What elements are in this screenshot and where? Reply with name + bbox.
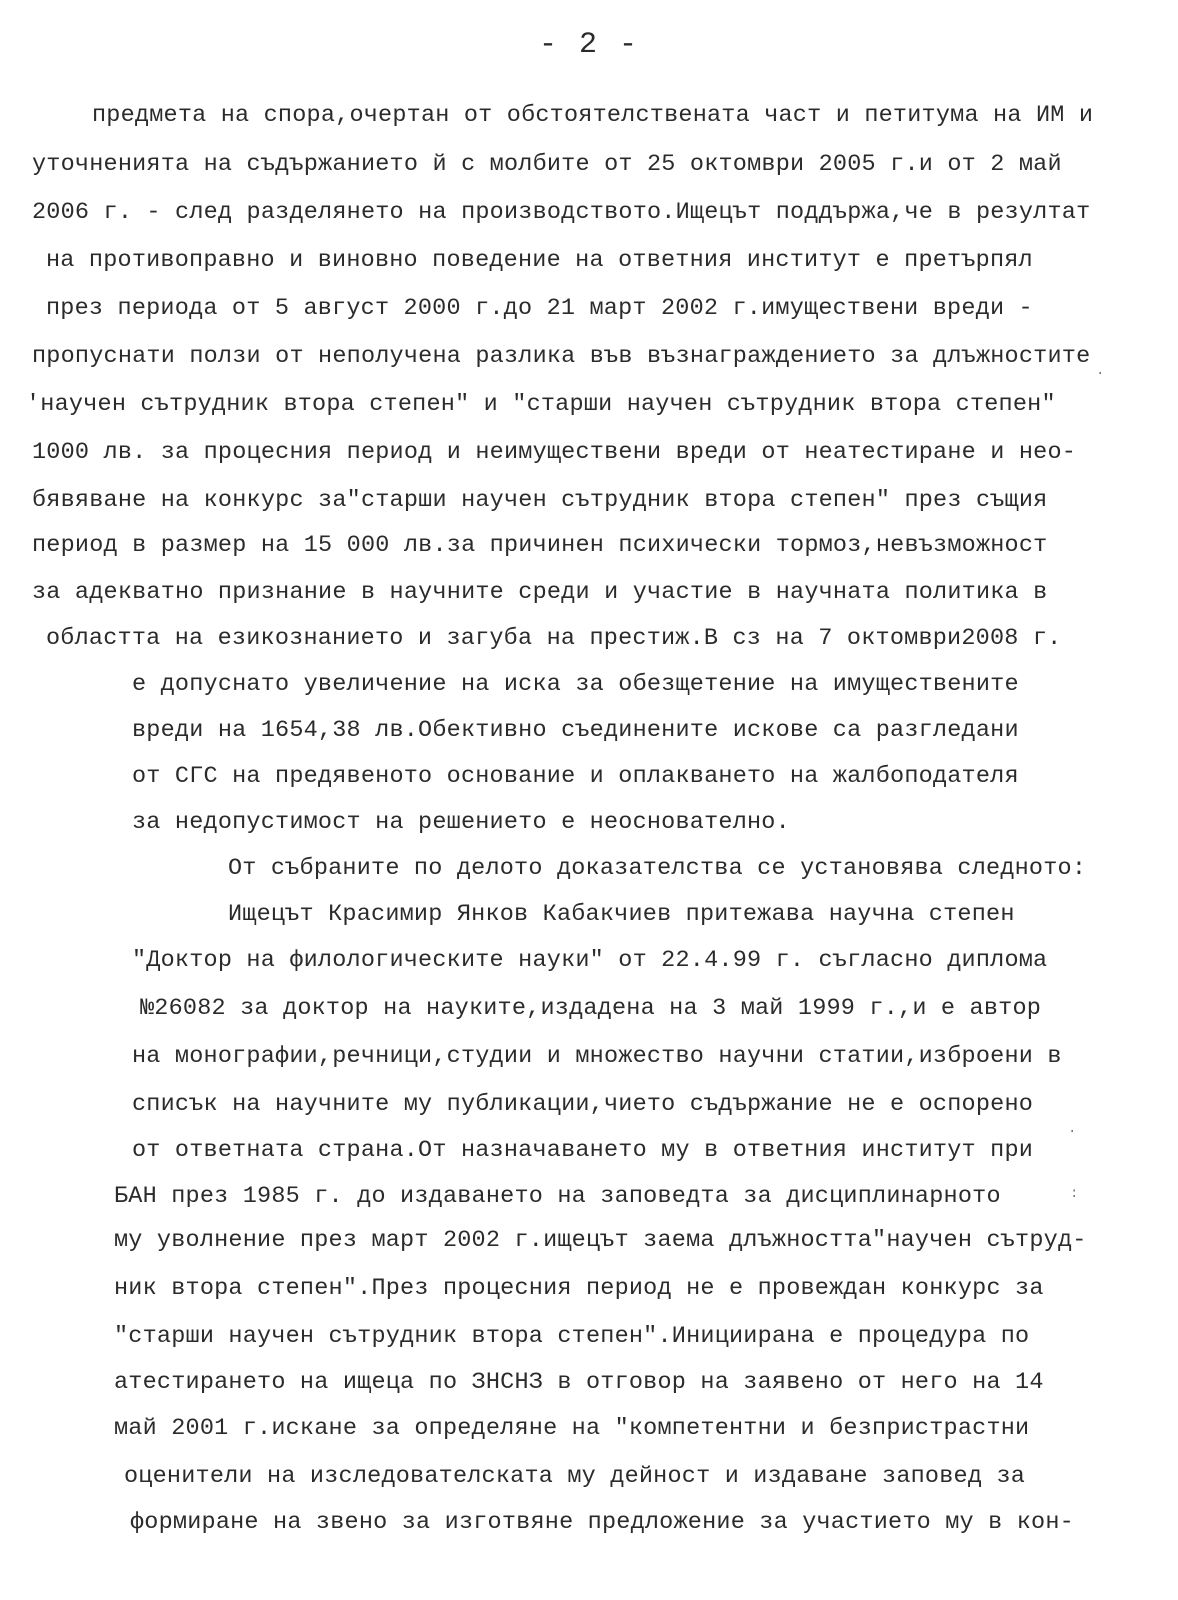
text-line-15: от СГС на предявеното основание и оплакването на жалбоподателя (132, 763, 1019, 790)
text-line-25: му уволнение през март 2002 г.ищецът заема длъжността"научен сътруд- (114, 1227, 1087, 1254)
text-line-2: уточненията на съдържанието й с молбите от 25 октомври 2005 г.и от 2 май (32, 151, 1062, 178)
text-line-14: вреди на 1654,38 лв.Обективно съединените искове са разгледани (132, 717, 1019, 744)
text-line-5: през периода от 5 август 2000 г.до 21 март 2002 г.имуществени вреди - (46, 295, 1033, 322)
text-line-6: пропуснати ползи от неполучена разлика във възнаграждението за длъжностите (32, 343, 1091, 370)
text-line-20: №26082 за доктор на науките,издадена на 3 май 1999 г.,и е автор (140, 995, 1042, 1022)
text-line-26: ник втора степен".През процесния период не е провеждан конкурс за (114, 1275, 1044, 1302)
text-line-31: формиране на звено за изготвяне предложение за участието му в кон- (130, 1509, 1074, 1536)
text-line-11: за адекватно признание в научните среди и участие в научната политика в (32, 579, 1048, 606)
text-line-3: 2006 г. - след разделянето на производството.Ищецът поддържа,че в резултат (32, 199, 1091, 226)
text-line-28: атестирането на ищеца по ЗНСНЗ в отговор на заявено от него на 14 (114, 1369, 1044, 1396)
text-line-30: оценители на изследователската му дейност и издаване заповед за (124, 1463, 1026, 1490)
text-line-7: 'научен сътрудник втора степен" и "старши научен сътрудник втора степен" (26, 391, 1056, 418)
scan-speck: · (1096, 366, 1105, 382)
text-line-23: от ответната страна.От назначаването му в ответния институт при (132, 1137, 1034, 1164)
scan-speck: · (1068, 1124, 1077, 1140)
text-line-16: за недопустимост на решението е неоснователно. (132, 809, 790, 836)
text-line-1: предмета на спора,очертан от обстоятелствената част и петитума на ИМ и (92, 102, 1094, 129)
scan-speck: : (1070, 1186, 1079, 1202)
text-line-12: областта на езикознанието и загуба на престиж.В сз на 7 октомври2008 г. (46, 625, 1062, 652)
text-line-21: на монографии,речници,студии и множество научни статии,изброени в (132, 1043, 1062, 1070)
text-line-22: списък на научните му публикации,чието съдържание не е оспорено (132, 1091, 1034, 1118)
text-line-10: период в размер на 15 000 лв.за причинен психически тормоз,невъзможност (32, 532, 1048, 559)
text-line-24: БАН през 1985 г. до издаването на заповедта за дисциплинарното (114, 1183, 1001, 1210)
text-line-13: е допуснато увеличение на иска за обезщетение на имуществените (132, 671, 1019, 698)
page-number: - 2 - (538, 28, 639, 62)
text-line-18: Ищецът Красимир Янков Кабакчиев притежава научна степен (228, 901, 1015, 928)
text-line-8: 1000 лв. за процесния период и неимуществени вреди от неатестиране и нео- (32, 439, 1077, 466)
text-line-9: бявяване на конкурс за"старши научен сътрудник втора степен" през същия (32, 487, 1048, 514)
text-line-29: май 2001 г.искане за определяне на "компетентни и безпристрастни (114, 1415, 1030, 1442)
text-line-27: "старши научен сътрудник втора степен".Инициирана е процедура по (114, 1323, 1030, 1350)
text-line-19: "Доктор на филологическите науки" от 22.4.99 г. съгласно диплома (132, 947, 1048, 974)
text-line-17: От събраните по делото доказателства се установява следното: (228, 855, 1087, 882)
text-line-4: на противоправно и виновно поведение на ответния институт е претърпял (46, 247, 1033, 274)
